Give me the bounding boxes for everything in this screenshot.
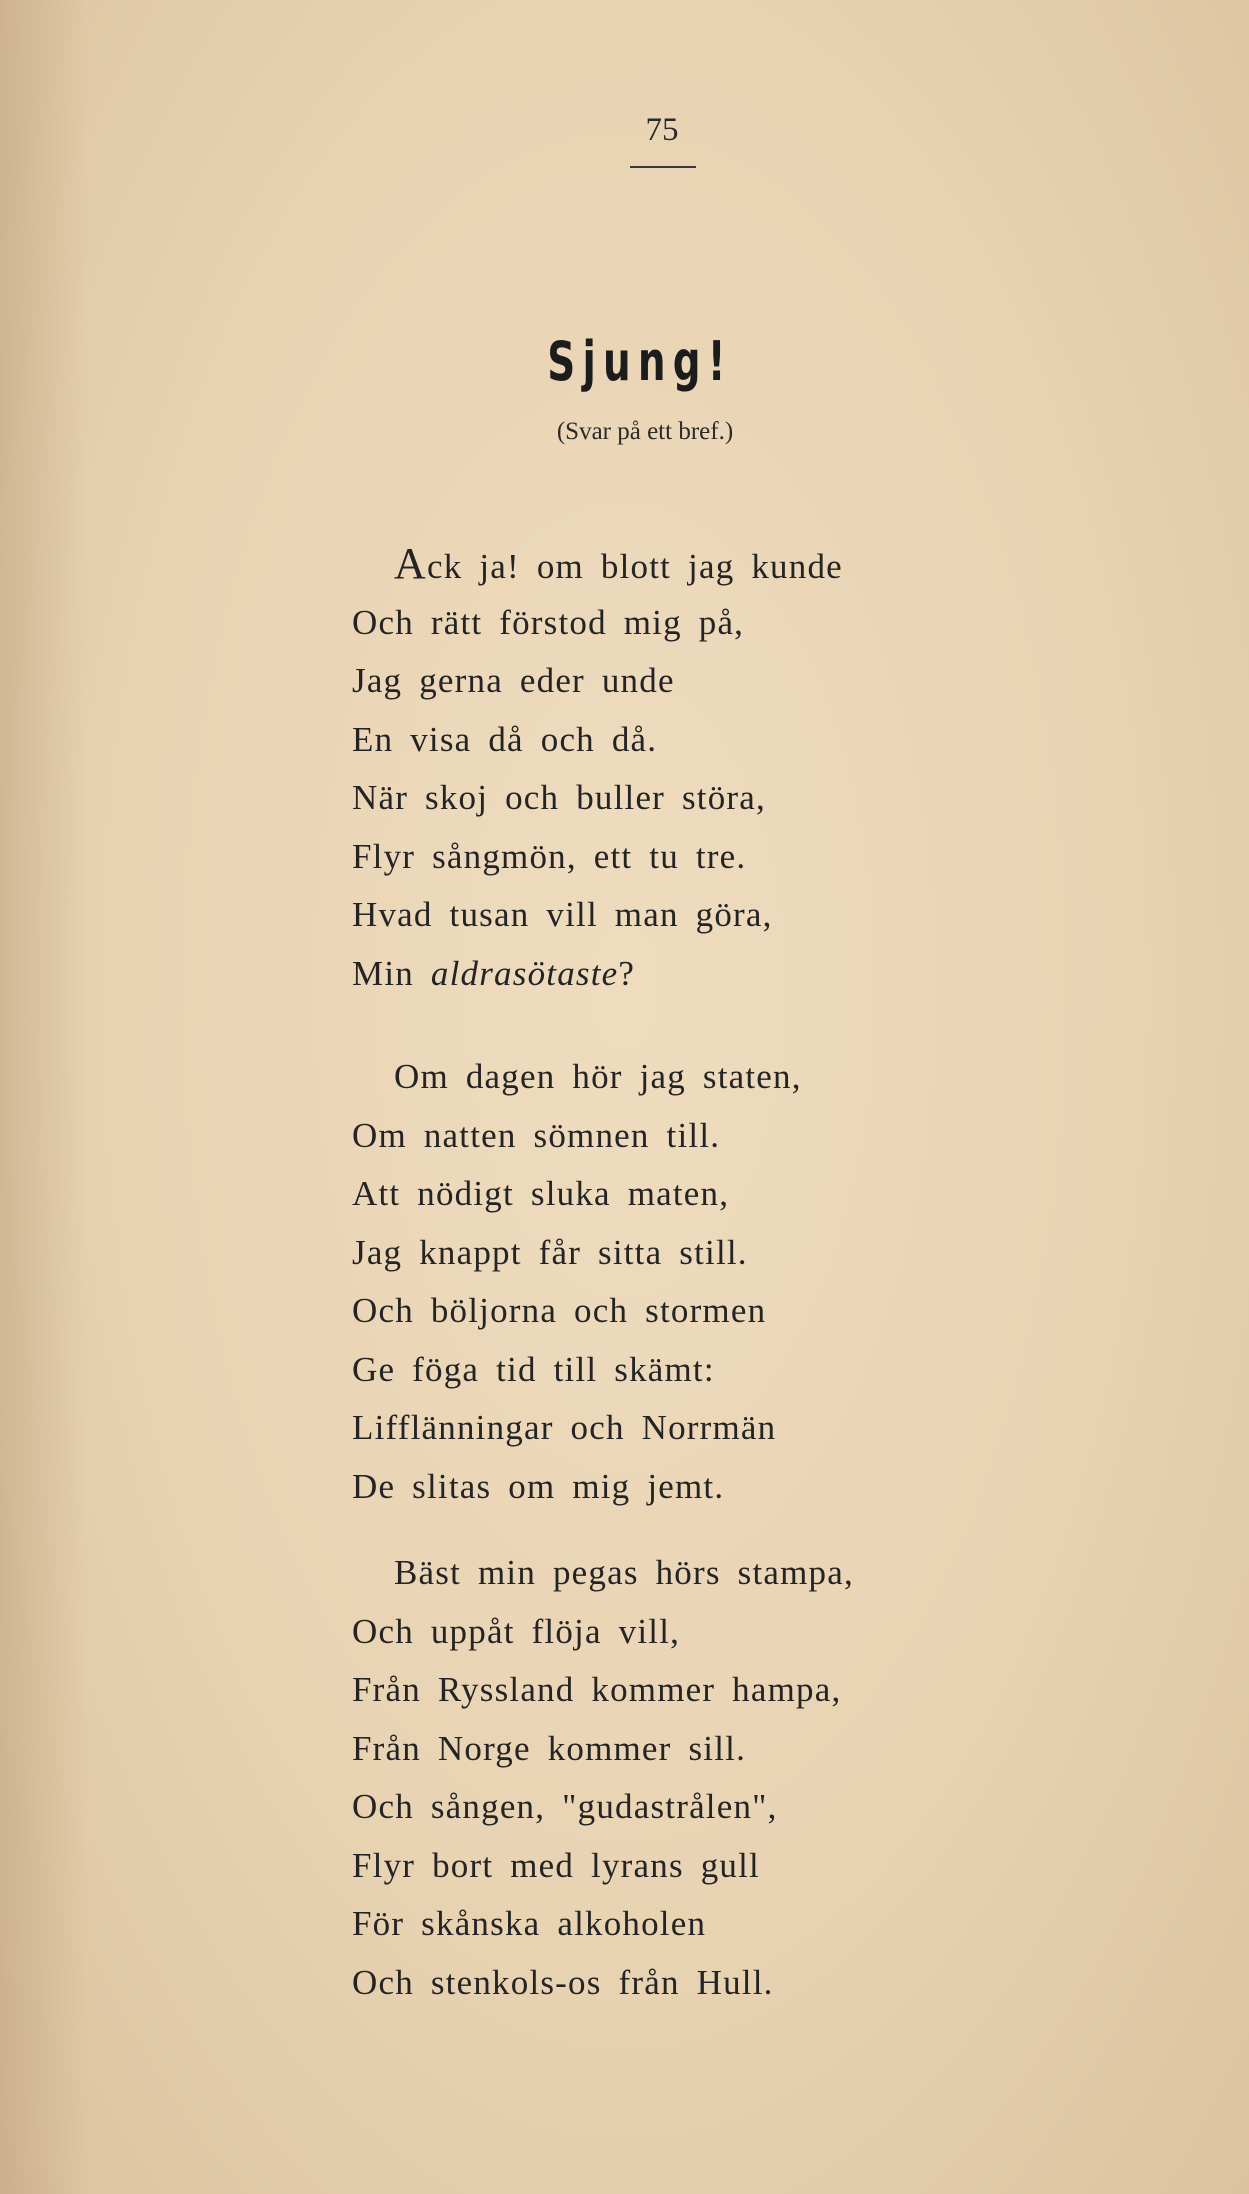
poem-line: Jag knappt får sitta still.	[352, 1232, 748, 1272]
poem-line-italic: aldrasötaste	[430, 953, 619, 993]
poem-line: Om dagen hör jag staten,	[394, 1057, 802, 1096]
poem-line	[352, 535, 843, 594]
poem-line: Från Ryssland kommer hampa,	[352, 1670, 842, 1709]
poem-line-prefix: Min	[352, 953, 431, 993]
stanza-2	[352, 1048, 802, 1516]
poem-line: Och stenkols-os från Hull.	[352, 1962, 774, 2002]
stanza-1	[352, 535, 843, 1003]
poem-line: Lifflänningar och Norrmän	[352, 1408, 777, 1447]
page-number: 75	[645, 112, 679, 148]
page-number-rule	[630, 166, 696, 168]
poem-line: För skånska alkoholen	[352, 1904, 707, 1943]
poem-line	[352, 945, 843, 1004]
poem-line: Att nödigt sluka maten,	[352, 1174, 730, 1213]
poem-line: Och sången, "gudastrålen",	[352, 1787, 778, 1826]
poem-line: Ge föga tid till skämt:	[352, 1349, 715, 1389]
poem-line: Flyr bort med lyrans gull	[352, 1845, 760, 1885]
poem-line: Hvad tusan vill man göra,	[352, 895, 773, 934]
poem-line: När skoj och buller störa,	[352, 778, 766, 817]
poem-line: Från Norge kommer sill.	[352, 1728, 747, 1768]
poem-line: Och böljorna och stormen	[352, 1291, 767, 1330]
poem-line-suffix: ?	[618, 953, 636, 993]
poem-line: De slitas om mig jemt.	[352, 1466, 725, 1506]
poem-title: Sjung!	[547, 330, 733, 393]
poem-line: Och uppåt flöja vill,	[352, 1611, 681, 1651]
poem-line: Om natten sömnen till.	[352, 1115, 721, 1155]
poem-line: En visa då och då.	[352, 719, 658, 759]
poem-line: Flyr sångmön, ett tu tre.	[352, 836, 747, 876]
poem-line: Och rätt förstod mig på,	[352, 602, 745, 642]
poem-line-text: ck ja! om blott jag kunde	[426, 547, 843, 586]
drop-initial: A	[394, 539, 427, 588]
poem-line: Jag gerna eder unde	[352, 661, 675, 700]
page-gutter-shadow	[0, 0, 90, 2194]
poem-subtitle: (Svar på ett bref.)	[556, 418, 734, 445]
stanza-3	[352, 1544, 854, 2012]
poem-line: Bäst min pegas hörs stampa,	[394, 1553, 854, 1592]
